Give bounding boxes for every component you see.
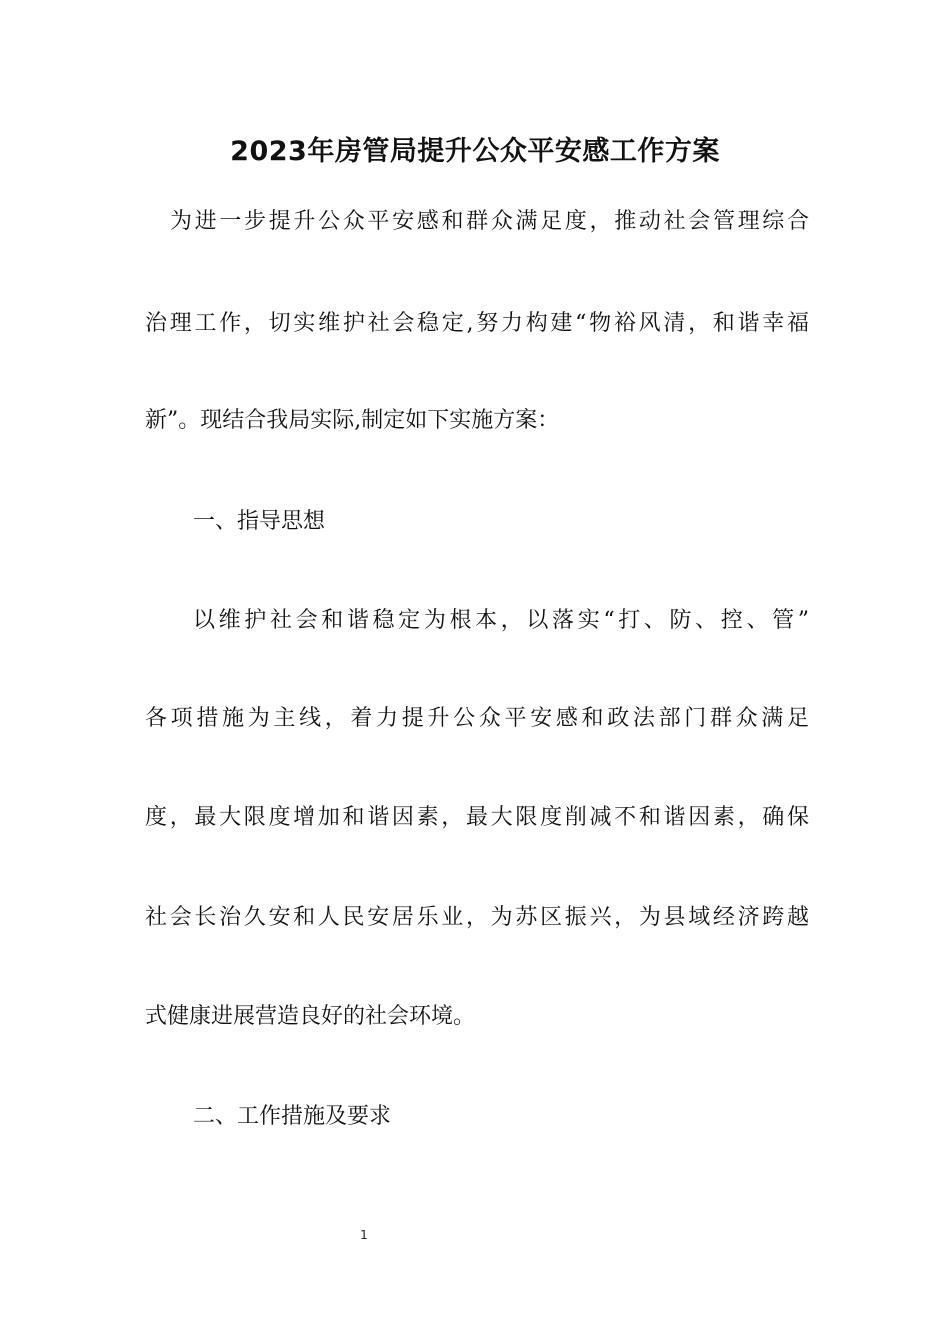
document-title: 2023年房管局提升公众平安感工作方案 (230, 136, 720, 167)
section1-line-3: 度，最大限度增加和谐因素，最大限度削减不和谐因素，确保 (145, 805, 809, 830)
section-heading-measures: 二、工作措施及要求 (193, 1104, 392, 1129)
section-heading-guiding-thought: 一、指导思想 (193, 509, 326, 534)
page-number: 1 (360, 1228, 368, 1242)
intro-line-1: 为进一步提升公众平安感和群众满足度，推动社会管理综合 (170, 209, 809, 234)
section1-line-1: 以维护社会和谐稳定为根本，以落实“打、防、控、管” (193, 608, 809, 633)
section1-line-4: 社会长治久安和人民安居乐业，为苏区振兴，为县域经济跨越 (145, 905, 809, 930)
intro-line-3: 新”。现结合我局实际,制定如下实施方案： (145, 408, 560, 433)
section1-line-2: 各项措施为主线，着力提升公众平安感和政法部门群众满足 (145, 706, 809, 731)
intro-line-2: 治理工作，切实维护社会稳定,努力构建“物裕风清，和谐幸福 (145, 311, 809, 336)
section1-line-5: 式健康进展营造良好的社会环境。 (145, 1004, 476, 1029)
